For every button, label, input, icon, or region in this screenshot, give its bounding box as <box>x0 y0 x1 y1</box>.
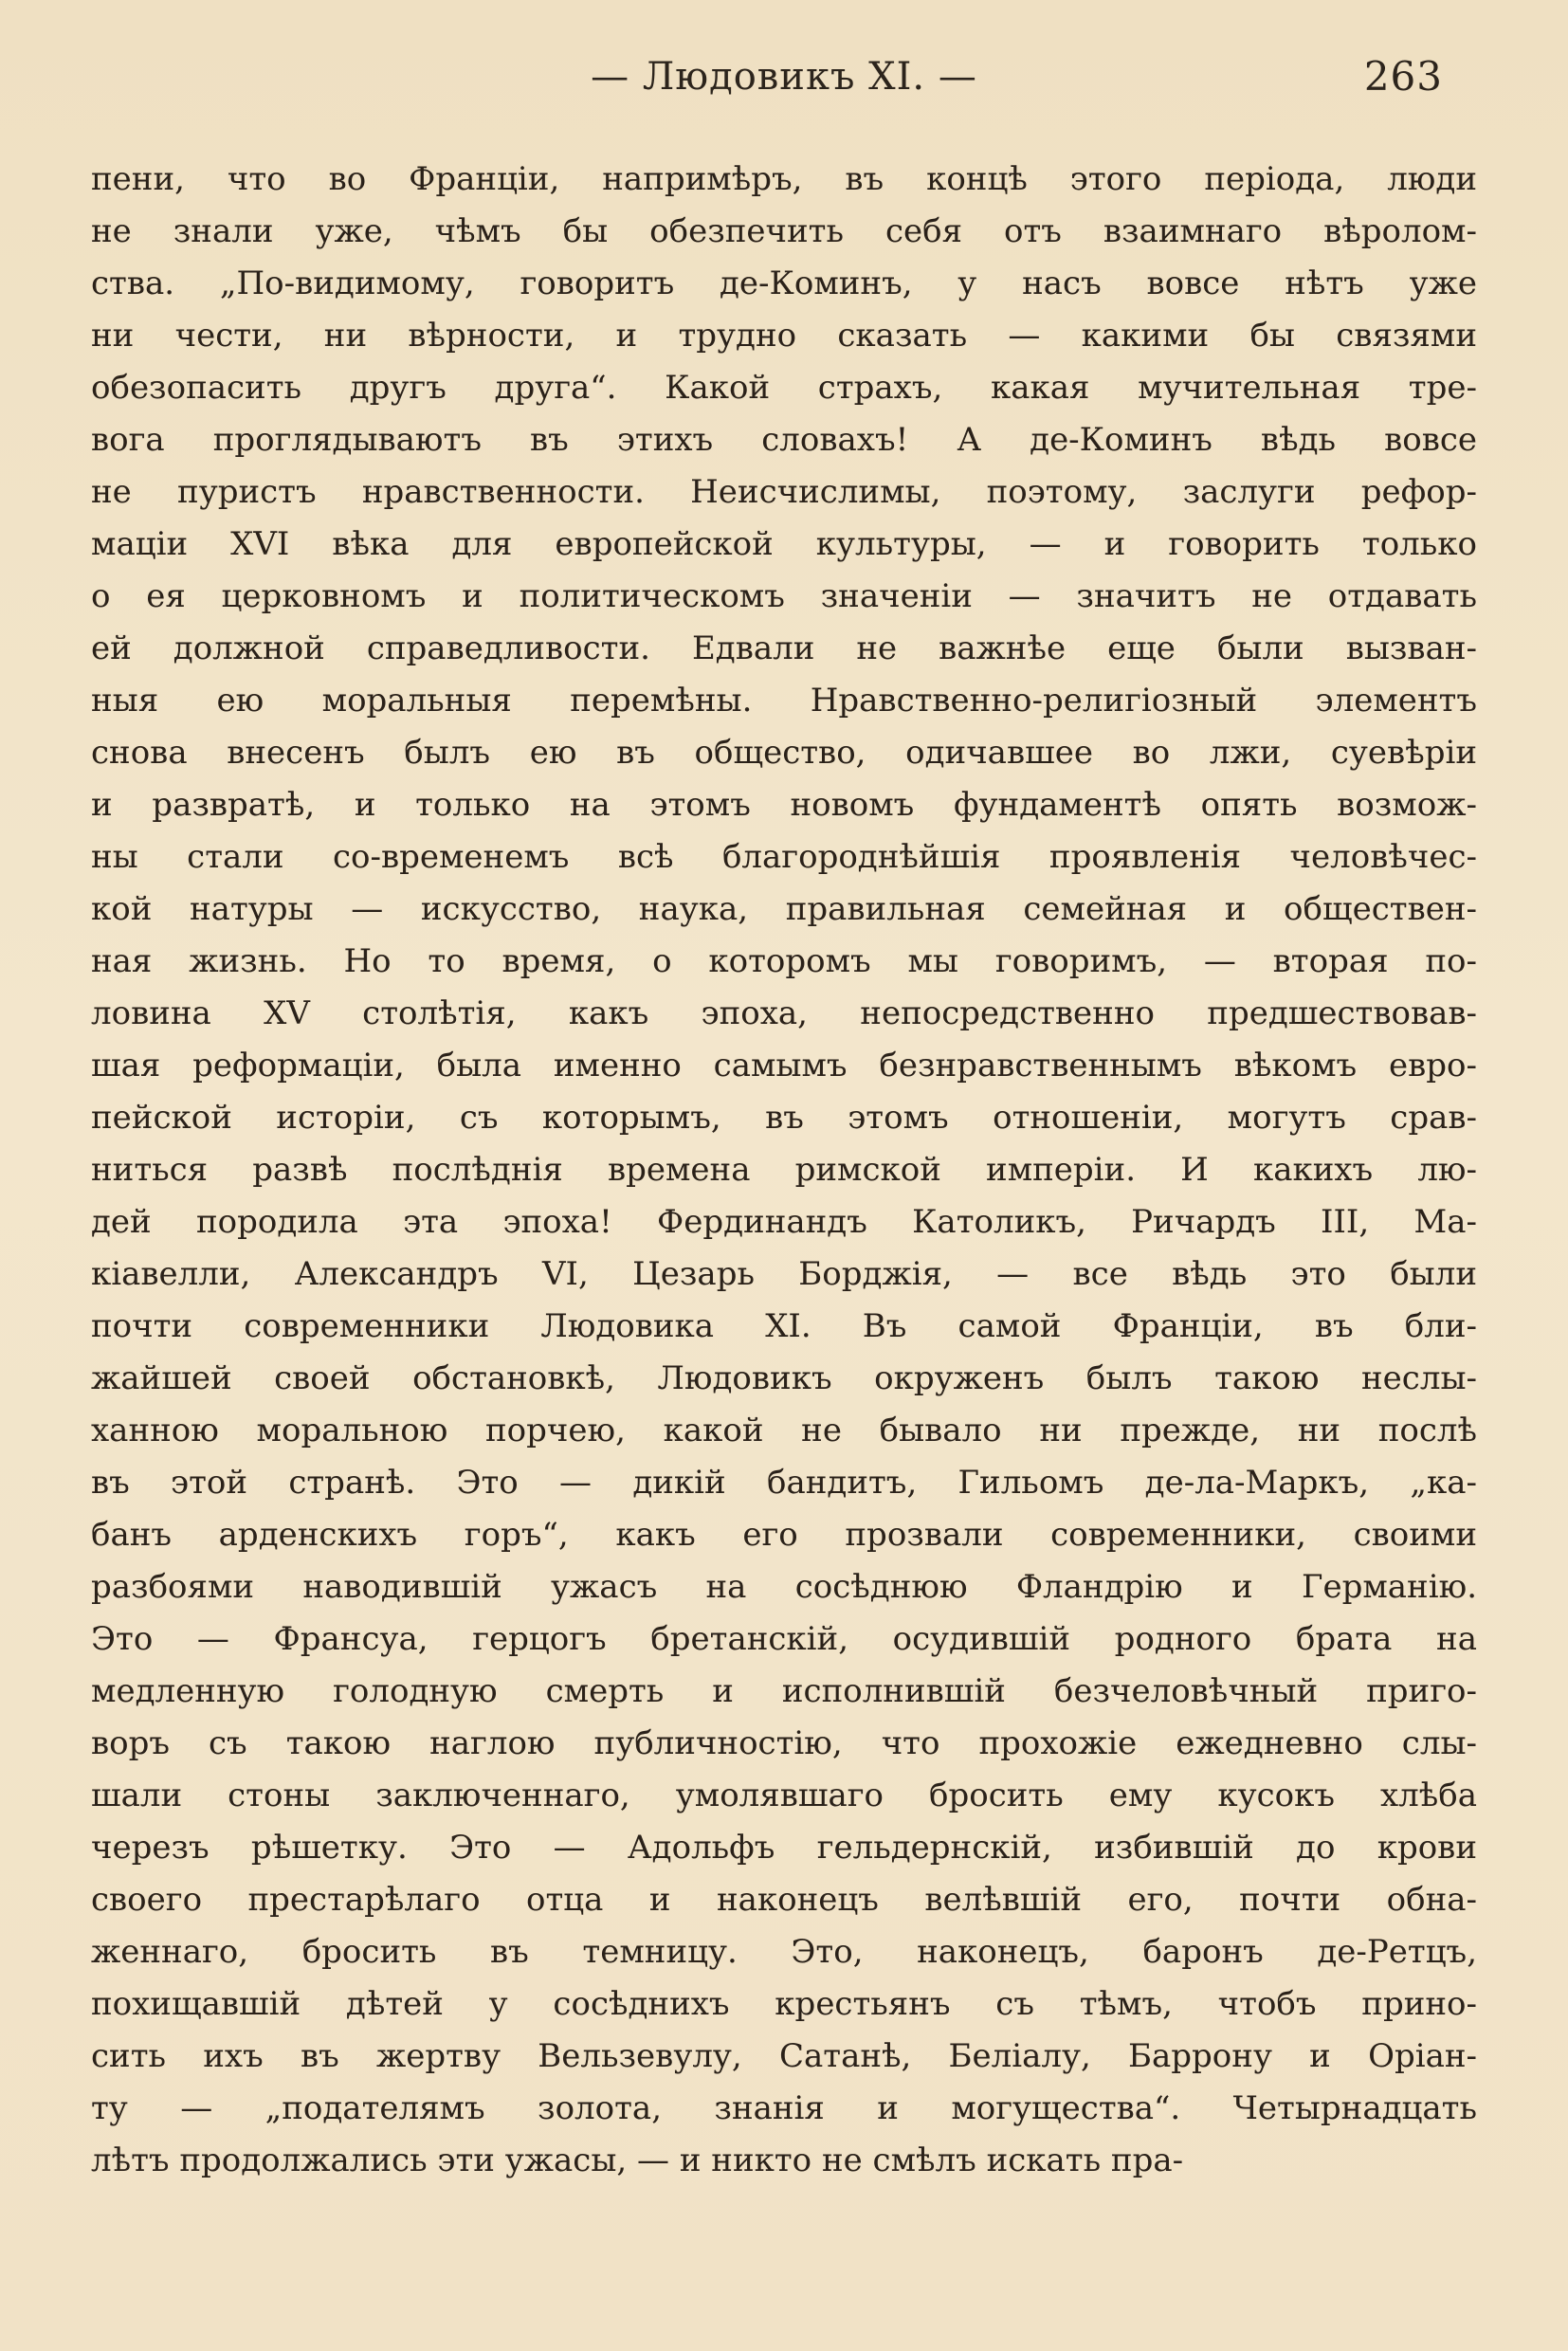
body-text <box>91 154 1477 2187</box>
text-line: ей должной справедливости. Едвали не важнѣе еще были вызван- <box>91 629 1477 667</box>
text-line: ту — „подателямъ золота, знанія и могущества“. Четырнадцать <box>91 2089 1477 2127</box>
running-title: — Людовикъ XI. — <box>591 55 977 99</box>
text-line: лѣтъ продолжались эти ужасы, — и никто не смѣлъ искать пра- <box>91 2141 1184 2179</box>
text-line: медленную голодную смерть и исполнившій безчеловѣчный приго- <box>91 1672 1477 1710</box>
running-head <box>91 46 1477 114</box>
text-line: черезъ рѣшетку. Это — Адольфъ гельдернскій, избившій до крови <box>91 1829 1477 1867</box>
text-line: и развратѣ, и только на этомъ новомъ фундаментѣ опять возмож- <box>91 786 1477 824</box>
text-line: жайшей своей обстановкѣ, Людовикъ окруженъ былъ такою неслы- <box>91 1359 1477 1397</box>
text-line: не знали уже, чѣмъ бы обезпечить себя отъ взаимнаго вѣролом- <box>91 212 1477 250</box>
text-line: пени, что во Франціи, напримѣръ, въ концѣ этого періода, люди <box>91 160 1477 198</box>
text-line: вога проглядываютъ въ этихъ словахъ! А де-Коминъ вѣдь вовсе <box>91 421 1477 459</box>
text-line: ныя ею моральныя перемѣны. Нравственно-религіозный элементъ <box>91 682 1477 720</box>
text-line: въ этой странѣ. Это — дикій бандитъ, Гильомъ де-ла-Маркъ, „ка- <box>91 1464 1477 1502</box>
text-line: шали стоны заключеннаго, умолявшаго бросить ему кусокъ хлѣба <box>91 1777 1477 1814</box>
text-line: кіавелли, Александръ VI, Цезарь Борджія, — все вѣдь это были <box>91 1255 1477 1293</box>
text-line: ни чести, ни вѣрности, и трудно сказать — какими бы связями <box>91 317 1477 355</box>
text-line: о ея церковномъ и политическомъ значеніи — значитъ не отдавать <box>91 577 1477 615</box>
text-line: снова внесенъ былъ ею въ общество, одичавшее во лжи, суевѣріи <box>91 734 1477 772</box>
page-number: 263 <box>1363 53 1443 100</box>
text-line: пейской исторіи, съ которымъ, въ этомъ отношеніи, могутъ срав- <box>91 1099 1477 1137</box>
text-line: маціи XVI вѣка для европейской культуры, — и говорить только <box>91 525 1477 563</box>
text-line: разбоями наводившій ужасъ на сосѣднюю Фландрію и Германію. <box>91 1568 1477 1606</box>
text-line: ны стали со-временемъ всѣ благороднѣйшія проявленія человѣчес- <box>91 838 1477 876</box>
text-line: ства. „По-видимому, говоритъ де-Коминъ, у насъ вовсе нѣтъ уже <box>91 264 1477 302</box>
text-line: своего престарѣлаго отца и наконецъ велѣвшій его, почти обна- <box>91 1881 1477 1919</box>
text-line: обезопасить другъ друга“. Какой страхъ, какая мучительная тре- <box>91 369 1477 407</box>
text-line: кой натуры — искусство, наука, правильная семейная и обществен- <box>91 890 1477 928</box>
text-line: похищавшій дѣтей у сосѣднихъ крестьянъ съ тѣмъ, чтобъ прино- <box>91 1985 1477 2023</box>
text-line: ная жизнь. Но то время, о которомъ мы говоримъ, — вторая по- <box>91 942 1477 980</box>
text-line: сить ихъ въ жертву Вельзевулу, Сатанѣ, Беліалу, Баррону и Оріан- <box>91 2037 1477 2075</box>
text-line: не пуристъ нравственности. Неисчислимы, поэтому, заслуги рефор- <box>91 473 1477 511</box>
text-line: ниться развѣ послѣднія времена римской имперіи. И какихъ лю- <box>91 1151 1477 1189</box>
text-line: банъ арденскихъ горъ“, какъ его прозвали современники, своими <box>91 1516 1477 1554</box>
text-line: дей породила эта эпоха! Фердинандъ Католикъ, Ричардъ III, Ма- <box>91 1203 1477 1241</box>
text-line: почти современники Людовика XI. Въ самой Франціи, въ бли- <box>91 1307 1477 1345</box>
text-line: воръ съ такою наглою публичностію, что прохожіе ежедневно слы- <box>91 1724 1477 1762</box>
text-line: ловина XV столѣтія, какъ эпоха, непосредственно предшествовав- <box>91 994 1477 1032</box>
text-line: шая реформаціи, была именно самымъ безнравственнымъ вѣкомъ евро- <box>91 1047 1477 1084</box>
text-line: женнаго, бросить въ темницу. Это, наконецъ, баронъ де-Ретцъ, <box>91 1933 1477 1971</box>
text-line: Это — Франсуа, герцогъ бретанскій, осудившій родного брата на <box>91 1620 1477 1658</box>
text-line: ханною моральною порчею, какой не бывало ни прежде, ни послѣ <box>91 1412 1477 1449</box>
